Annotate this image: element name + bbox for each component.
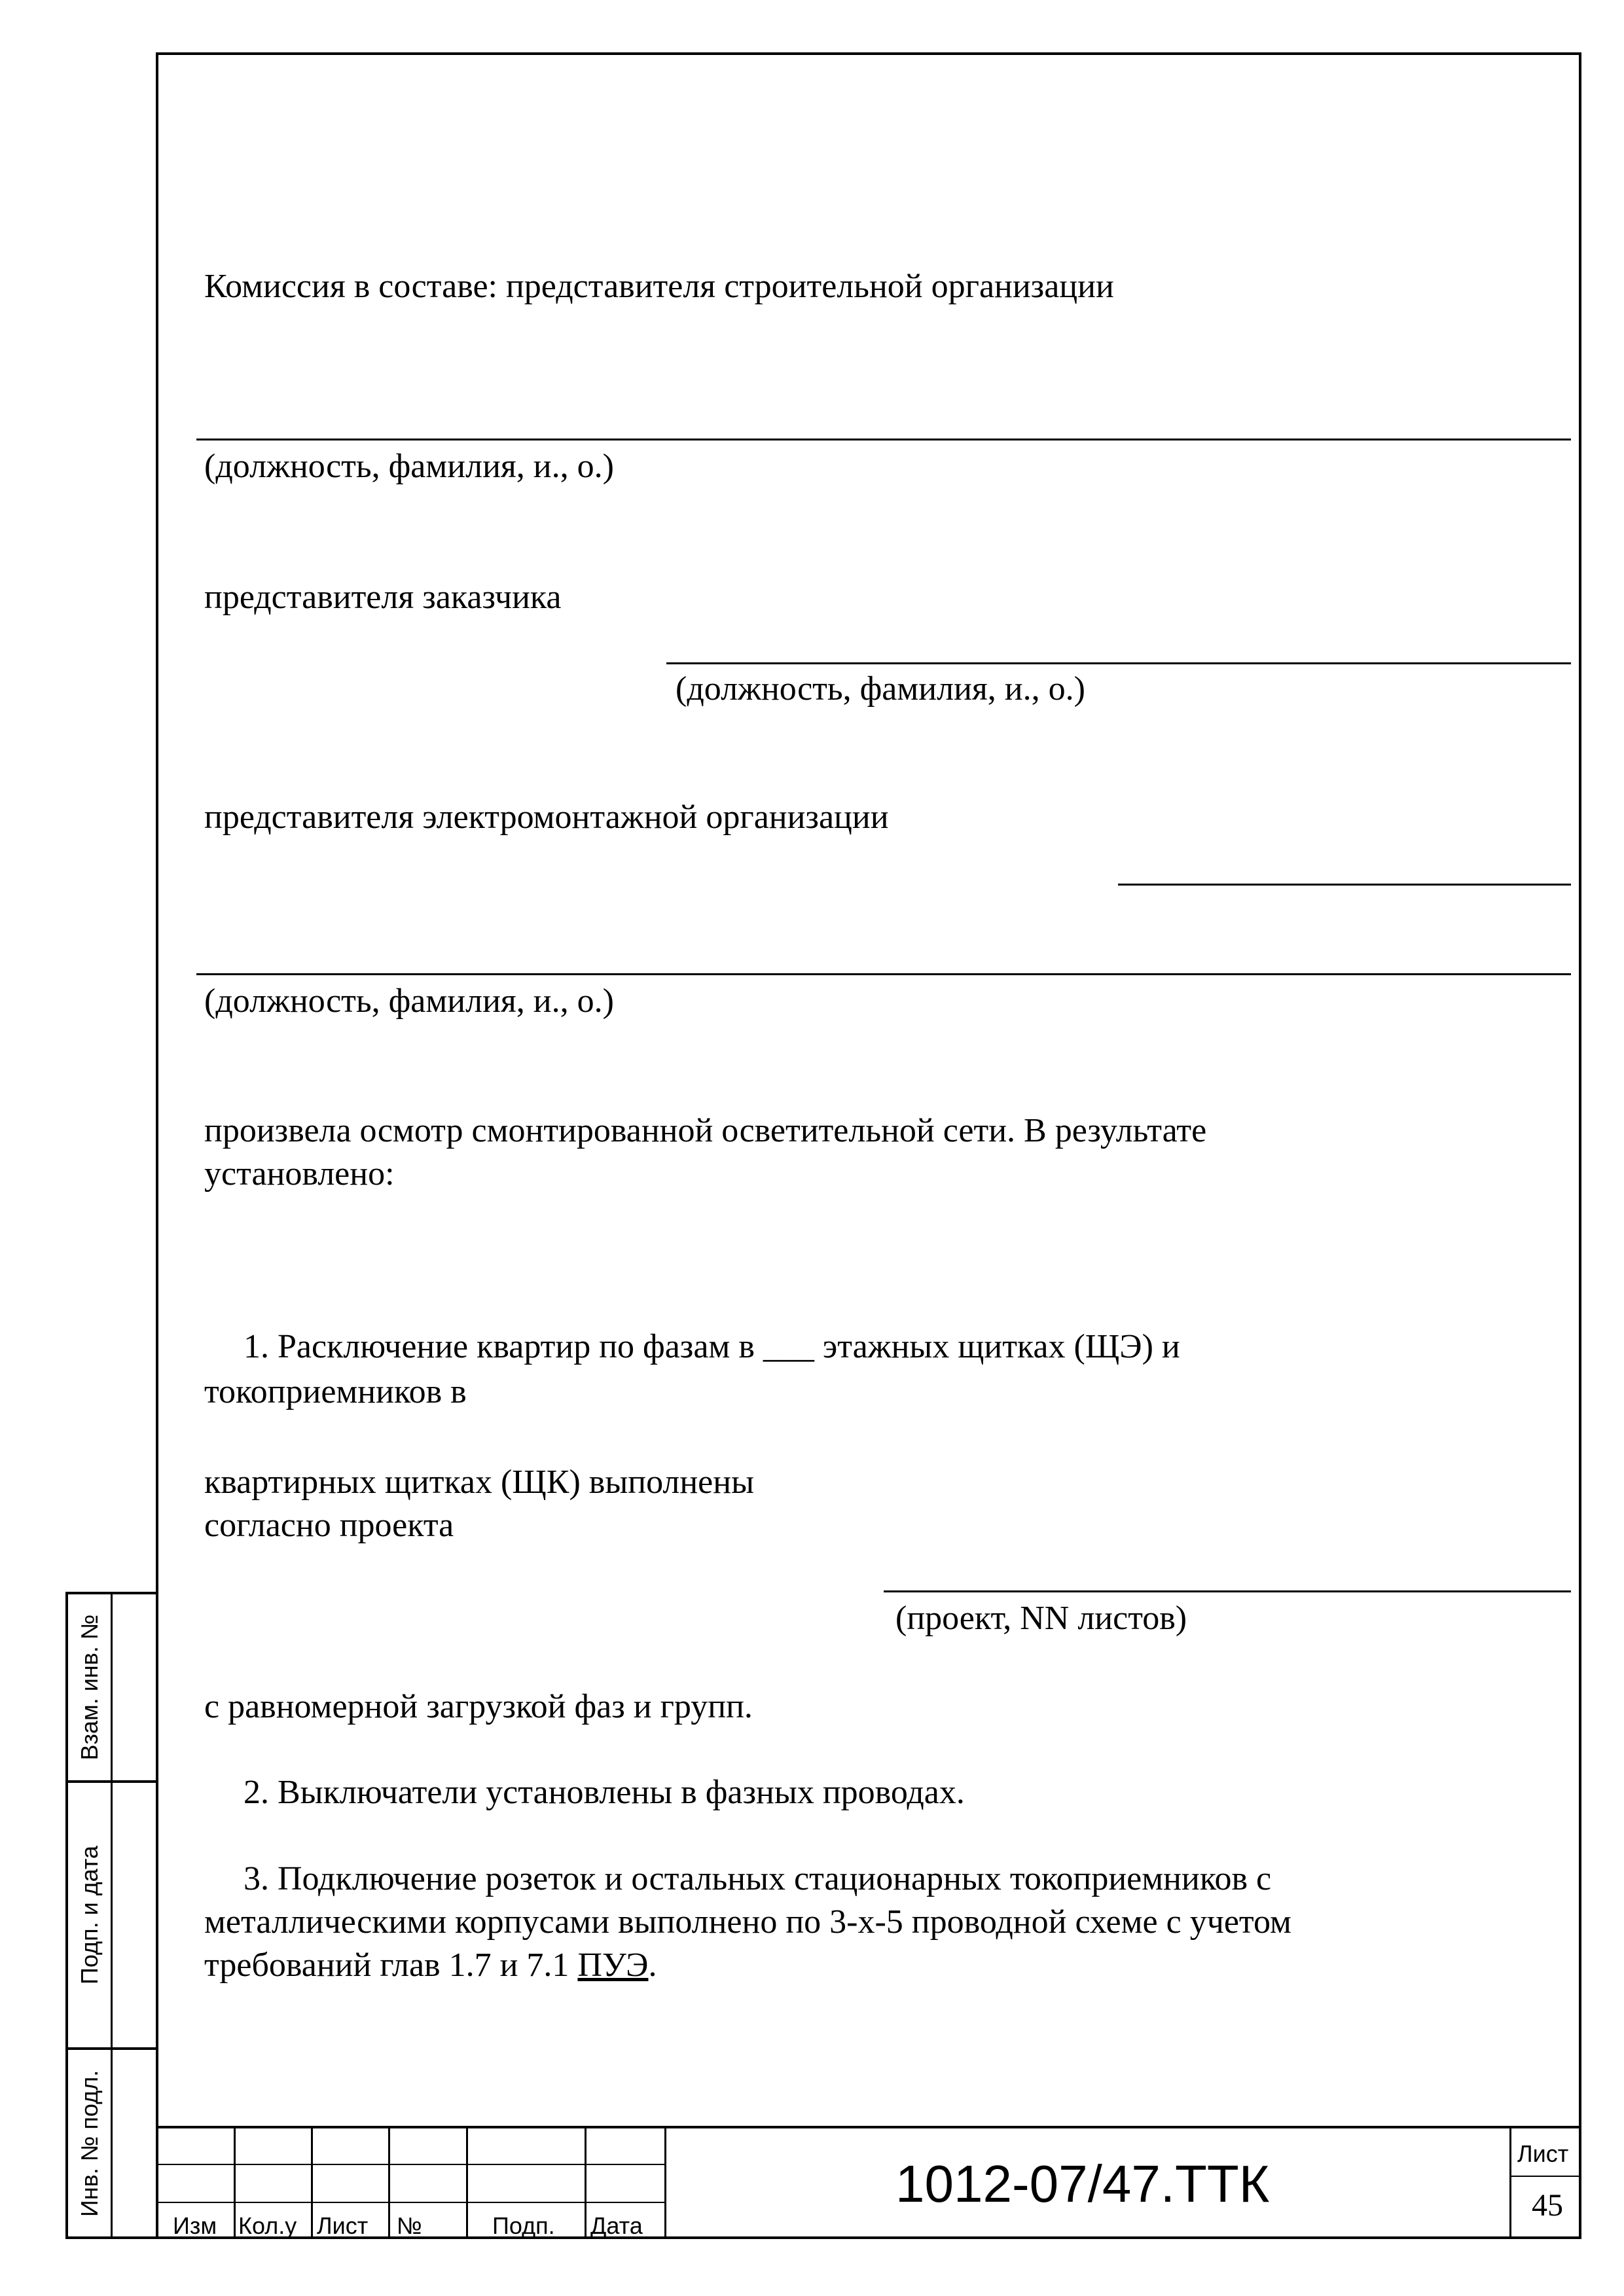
item3-line3-prefix: требований глав 1.7 и 7.1 bbox=[204, 1946, 578, 1984]
sidebar-field-original-inv bbox=[65, 2047, 156, 2239]
signature-line-4 bbox=[884, 1590, 1571, 1592]
inspection-line-1: произвела осмотр смонтированной осветительной сети. В результате bbox=[204, 1112, 1207, 1149]
item3-line3-suffix: . bbox=[648, 1946, 657, 1984]
title-block bbox=[156, 2126, 1581, 2239]
item2-line: 2. Выключатели установлены в фазных проводах. bbox=[244, 1774, 965, 1811]
commission-line: Комиссия в составе: представителя строительной организации bbox=[204, 268, 1114, 305]
electrical-rep-label: представителя электромонтажной организации bbox=[204, 798, 889, 836]
position-hint-1: (должность, фамилия, и., о.) bbox=[204, 448, 614, 485]
item1-line2: токоприемников в bbox=[204, 1373, 467, 1410]
position-hint-3: (должность, фамилия, и., о.) bbox=[204, 982, 614, 1020]
inspection-line-2: установлено: bbox=[204, 1155, 395, 1193]
document-code: 1012-07/47.ТТК bbox=[895, 2155, 1270, 2213]
col-podp: Подп. bbox=[492, 2212, 555, 2239]
sidebar-label-original-inv: Инв. № подл. bbox=[75, 2070, 103, 2217]
signature-line-2 bbox=[666, 662, 1571, 664]
item1-line1: 1. Расключение квартир по фазам в ___ этажных щитках (ЩЭ) и bbox=[244, 1328, 1180, 1365]
col-izm: Изм bbox=[173, 2212, 217, 2239]
sidebar-label-sign-date: Подп. и дата bbox=[75, 1845, 103, 1985]
col-date: Дата bbox=[590, 2212, 643, 2239]
pue-link[interactable]: ПУЭ bbox=[577, 1946, 649, 1984]
sidebar-field-replaced-inv bbox=[65, 1592, 156, 1783]
item1-line4: согласно проекта bbox=[204, 1507, 454, 1544]
item3-line1: 3. Подключение розеток и остальных стационарных токоприемников с bbox=[244, 1860, 1272, 1897]
signature-line-1 bbox=[196, 439, 1571, 440]
item3-line3 bbox=[204, 1944, 657, 1987]
signature-line-3a bbox=[1118, 884, 1571, 886]
item1-line3: квартирных щитках (ЩК) выполнены bbox=[204, 1463, 755, 1501]
even-load-line: с равномерной загрузкой фаз и групп. bbox=[204, 1688, 753, 1725]
sidebar-label-replaced-inv: Взам. инв. № bbox=[75, 1614, 103, 1761]
item3-line2: металлическими корпусами выполнено по 3-х-5 проводной схеме с учетом bbox=[204, 1903, 1291, 1941]
sidebar-field-sign-date bbox=[65, 1780, 156, 2050]
customer-rep-label: представителя заказчика bbox=[204, 579, 562, 616]
sheet-label: Лист bbox=[1517, 2140, 1569, 2167]
sheet-number: 45 bbox=[1532, 2188, 1563, 2223]
signature-line-3b bbox=[196, 973, 1571, 975]
col-num: № bbox=[397, 2212, 422, 2239]
col-kol: Кол.у bbox=[238, 2212, 297, 2239]
position-hint-2: (должность, фамилия, и., о.) bbox=[676, 670, 1085, 708]
project-hint: (проект, NN листов) bbox=[895, 1600, 1187, 1637]
col-list: Лист bbox=[317, 2212, 369, 2239]
